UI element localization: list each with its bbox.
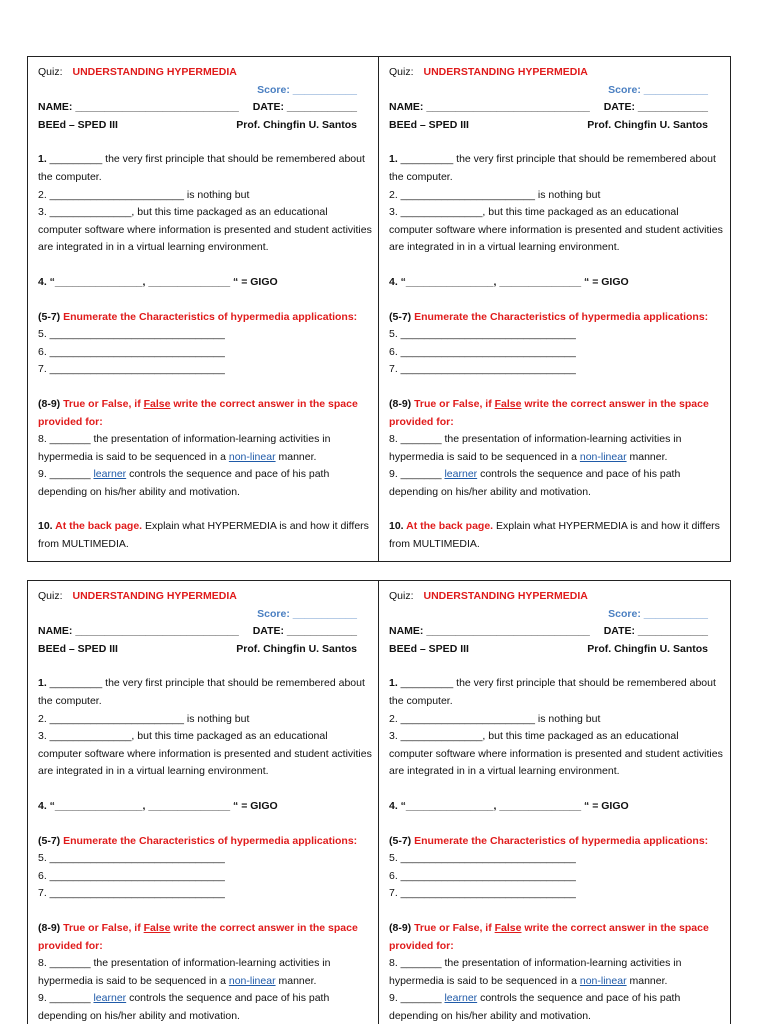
- question-4: 4. “_______________, ______________ “ = GIGO: [389, 275, 629, 288]
- question-2: 2. _______________________ is nothing but: [389, 188, 601, 201]
- question-1: 1. _________ the very first principle that should be remembered about the computer.: [389, 153, 716, 183]
- name-field: NAME: ____________________________: [389, 625, 590, 638]
- quiz-label: Quiz:: [38, 66, 63, 78]
- course-label: BEEd – SPED III: [389, 642, 469, 655]
- question-3: 3. ______________, but this time packaged as an educational computer software where information is presented and student activities are integrated in in a virtual learning environment.: [389, 730, 723, 778]
- question-10: 10. At the back page. Explain what HYPERMEDIA is and how it differs from MULTIMEDIA.: [38, 520, 369, 551]
- course-label: BEEd – SPED III: [38, 118, 118, 131]
- question-10: 10. At the back page. Explain what HYPERMEDIA is and how it differs from MULTIMEDIA.: [389, 520, 720, 551]
- score-field: Score: ___________: [257, 83, 357, 96]
- card-border-top-2: [27, 580, 731, 581]
- course-label: BEEd – SPED III: [38, 642, 118, 655]
- quiz-label: Quiz:: [38, 590, 63, 602]
- quiz-title: UNDERSTANDING HYPERMEDIA: [423, 590, 588, 602]
- score-field: Score: ___________: [608, 607, 708, 620]
- question-3: 3. ______________, but this time packaged as an educational computer software where information is presented and student activities are integrated in in a virtual learning environment.: [389, 206, 723, 254]
- question-6: 6. ______________________________: [38, 869, 225, 882]
- enumerate-heading: (5-7) Enumerate the Characteristics of hypermedia applications:: [389, 310, 709, 323]
- question-8: 8. _______ the presentation of information-learning activities in hypermedia is said to be sequenced in a non-linear manner.: [38, 433, 331, 463]
- date-field: DATE: ____________: [603, 625, 708, 638]
- name-field: NAME: ____________________________: [38, 625, 239, 638]
- professor-label: Prof. Chingfin U. Santos: [236, 642, 357, 655]
- question-1: 1. _________ the very first principle that should be remembered about the computer.: [38, 677, 365, 707]
- question-1: 1. _________ the very first principle that should be remembered about the computer.: [389, 677, 716, 707]
- question-8: 8. _______ the presentation of information-learning activities in hypermedia is said to be sequenced in a non-linear manner.: [389, 957, 682, 987]
- question-8: 8. _______ the presentation of information-learning activities in hypermedia is said to be sequenced in a non-linear manner.: [389, 433, 682, 463]
- question-6: 6. ______________________________: [389, 345, 576, 358]
- question-3: 3. ______________, but this time packaged as an educational computer software where information is presented and student activities are integrated in in a virtual learning environment.: [38, 206, 372, 254]
- question-9: 9. _______ learner controls the sequence and pace of his path depending on his/her ability and motivation.: [389, 992, 681, 1022]
- course-label: BEEd – SPED III: [389, 118, 469, 131]
- true-false-heading: (8-9) True or False, if False write the correct answer in the space provided for:: [38, 921, 358, 952]
- question-7: 7. ______________________________: [38, 887, 225, 900]
- date-field: DATE: ____________: [252, 625, 357, 638]
- enumerate-heading: (5-7) Enumerate the Characteristics of hypermedia applications:: [389, 834, 709, 847]
- date-field: DATE: ____________: [252, 101, 357, 114]
- question-5: 5. ______________________________: [389, 852, 576, 865]
- name-field: NAME: ____________________________: [389, 101, 590, 114]
- question-2: 2. _______________________ is nothing but: [38, 712, 250, 725]
- quiz-title: UNDERSTANDING HYPERMEDIA: [72, 590, 237, 602]
- enumerate-heading: (5-7) Enumerate the Characteristics of hypermedia applications:: [38, 834, 358, 847]
- question-6: 6. ______________________________: [38, 345, 225, 358]
- quiz-title: UNDERSTANDING HYPERMEDIA: [423, 66, 588, 78]
- professor-label: Prof. Chingfin U. Santos: [236, 118, 357, 131]
- question-3: 3. ______________, but this time packaged as an educational computer software where information is presented and student activities are integrated in in a virtual learning environment.: [38, 730, 372, 778]
- quiz-title: UNDERSTANDING HYPERMEDIA: [72, 66, 237, 78]
- score-field: Score: ___________: [257, 607, 357, 620]
- quiz-label: Quiz:: [389, 66, 414, 78]
- question-5: 5. ______________________________: [38, 328, 225, 341]
- professor-label: Prof. Chingfin U. Santos: [587, 642, 708, 655]
- question-4: 4. “_______________, ______________ “ = GIGO: [38, 799, 278, 812]
- question-5: 5. ______________________________: [389, 328, 576, 341]
- professor-label: Prof. Chingfin U. Santos: [587, 118, 708, 131]
- true-false-heading: (8-9) True or False, if False write the correct answer in the space provided for:: [38, 397, 358, 428]
- question-5: 5. ______________________________: [38, 852, 225, 865]
- question-6: 6. ______________________________: [389, 869, 576, 882]
- question-9: 9. _______ learner controls the sequence and pace of his path depending on his/her ability and motivation.: [38, 992, 330, 1022]
- card-border-mid-a: [27, 561, 731, 562]
- true-false-heading: (8-9) True or False, if False write the correct answer in the space provided for:: [389, 397, 709, 428]
- true-false-heading: (8-9) True or False, if False write the correct answer in the space provided for:: [389, 921, 709, 952]
- score-field: Score: ___________: [608, 83, 708, 96]
- quiz-card-bottom-left: [28, 582, 381, 1025]
- quiz-label: Quiz:: [389, 590, 414, 602]
- question-1: 1. _________ the very first principle that should be remembered about the computer.: [38, 153, 365, 183]
- name-field: NAME: ____________________________: [38, 101, 239, 114]
- enumerate-heading: (5-7) Enumerate the Characteristics of hypermedia applications:: [38, 310, 358, 323]
- quiz-card-top-right: [379, 58, 732, 554]
- question-4: 4. “_______________, ______________ “ = GIGO: [38, 275, 278, 288]
- question-7: 7. ______________________________: [389, 887, 576, 900]
- question-8: 8. _______ the presentation of information-learning activities in hypermedia is said to be sequenced in a non-linear manner.: [38, 957, 331, 987]
- question-2: 2. _______________________ is nothing but: [389, 712, 601, 725]
- question-2: 2. _______________________ is nothing but: [38, 188, 250, 201]
- question-7: 7. ______________________________: [389, 363, 576, 376]
- date-field: DATE: ____________: [603, 101, 708, 114]
- card-border-top-1: [27, 56, 731, 57]
- quiz-card-bottom-right: [379, 582, 732, 1025]
- question-4: 4. “_______________, ______________ “ = GIGO: [389, 799, 629, 812]
- question-7: 7. ______________________________: [38, 363, 225, 376]
- question-9: 9. _______ learner controls the sequence and pace of his path depending on his/her ability and motivation.: [38, 468, 330, 498]
- quiz-card-top-left: [28, 58, 381, 554]
- question-9: 9. _______ learner controls the sequence and pace of his path depending on his/her ability and motivation.: [389, 468, 681, 498]
